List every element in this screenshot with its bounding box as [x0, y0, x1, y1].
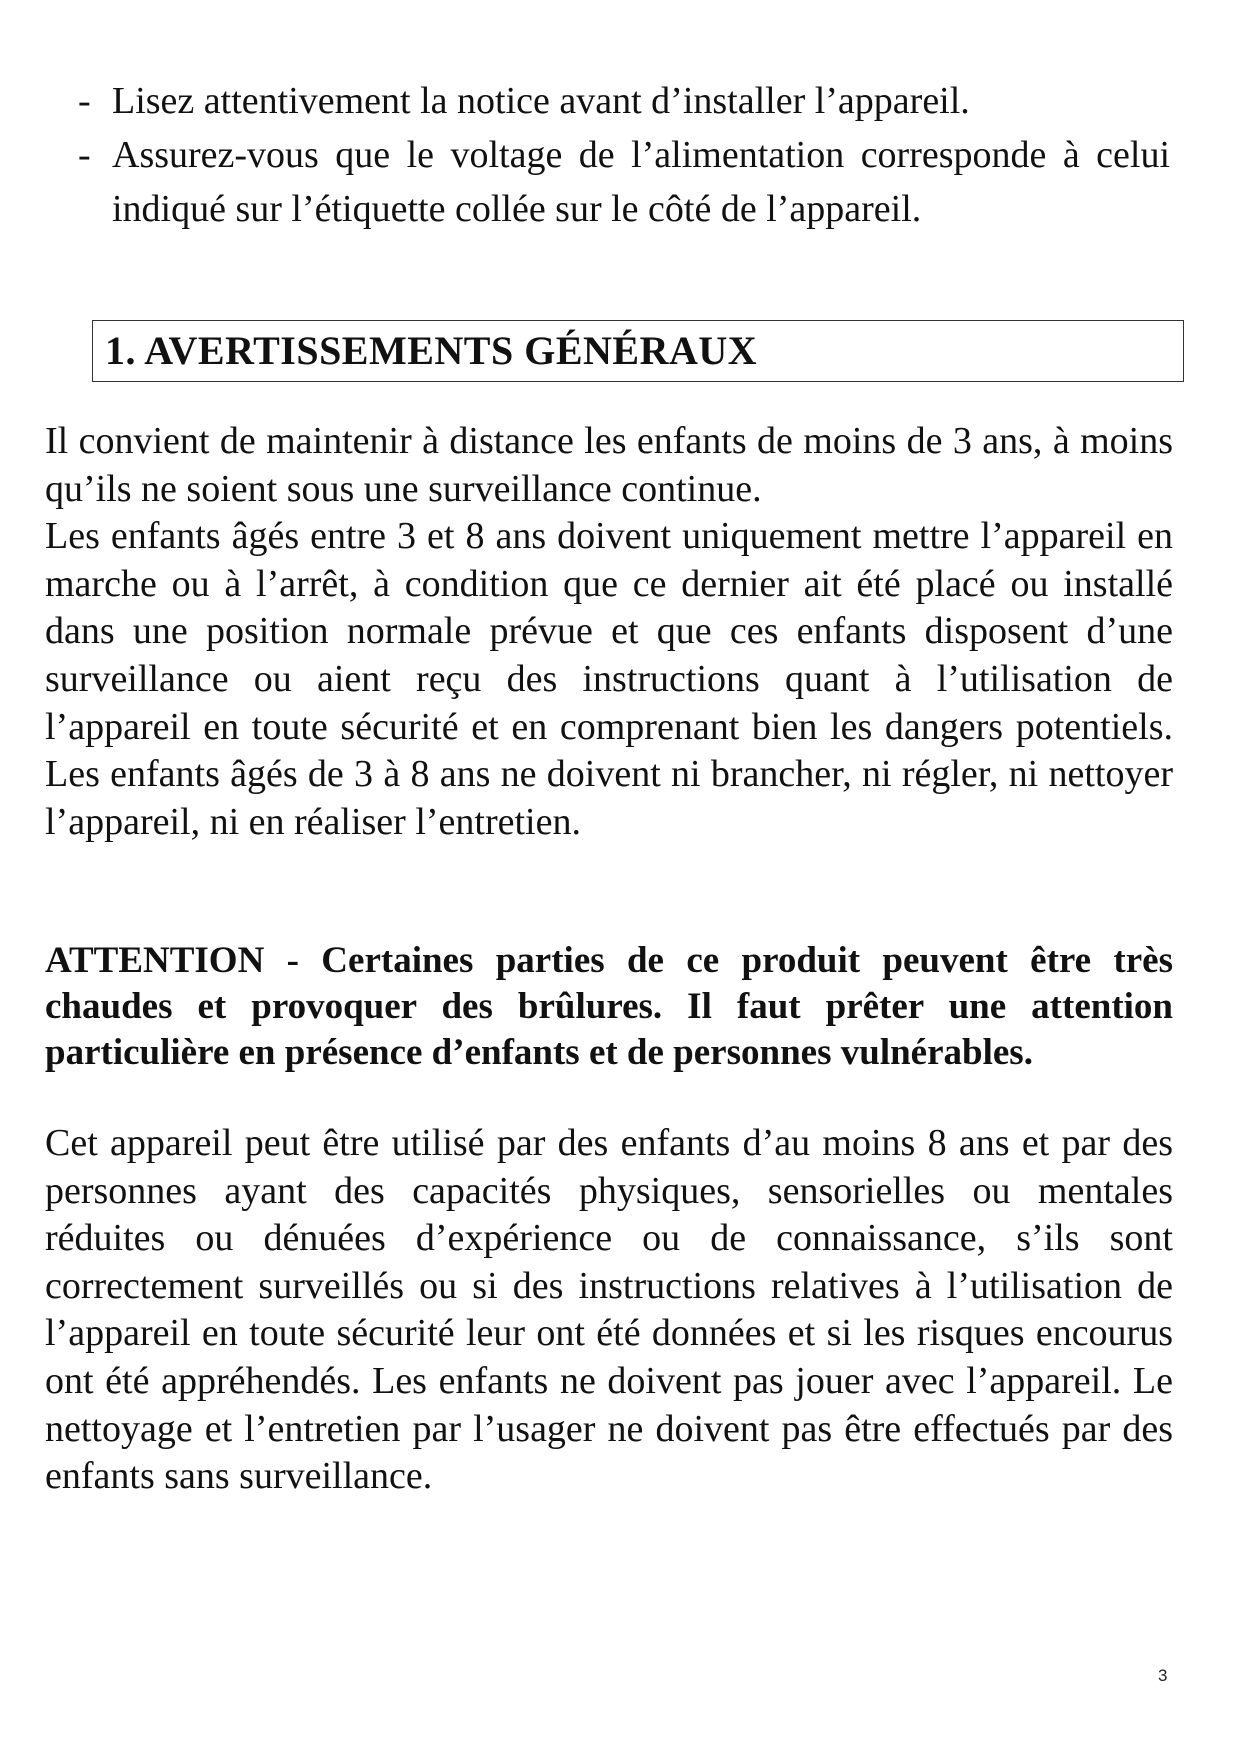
bullet-text: Lisez attentivement la notice avant d’installer l’appareil.	[112, 80, 970, 122]
paragraph-usage-by-children-8-plus: Cet appareil peut être utilisé par des enfants d’au moins 8 ans et par des personnes ayant des capacités physiques, sensorielles ou mentales réduites ou dénuées d’expérience ou de connaissance, s’ils sont correctement surveillés ou si des instructions relatives à l’utilisation de l’appareil en toute sécurité leur ont été données et si les risques encourus ont été appréhendés. Les enfants ne doivent pas jouer avec l’appareil. Le nettoyage et l’entretien par l’usager ne doivent pas être effectués par des enfants sans surveillance.	[45, 1122, 1173, 1498]
section-title: 1. AVERTISSEMENTS GÉNÉRAUX	[105, 328, 758, 373]
body-paragraph-children-under-3-and-3-to-8	[45, 418, 1173, 846]
bullet-item	[78, 128, 1170, 236]
page-number: 3	[1158, 1666, 1168, 1685]
bullet-dash: -	[78, 80, 91, 122]
attention-warning: ATTENTION - Certaines parties de ce produit peuvent être très chaudes et provoquer des brûlures. Il faut prêter une attention particulière en présence d’enfants et de personnes vulnérables.	[45, 940, 1173, 1073]
section-heading-box	[92, 320, 1184, 382]
paragraph-children-under-3: Il convient de maintenir à distance les enfants de moins de 3 ans, à moins qu’ils ne soient sous une surveillance continue.	[45, 420, 1173, 510]
bullet-item	[78, 74, 1170, 128]
intro-bullet-list	[78, 74, 1170, 236]
bullet-dash: -	[78, 134, 91, 176]
paragraph-children-3-to-8: Les enfants âgés entre 3 et 8 ans doivent uniquement mettre l’appareil en marche ou à l’arrêt, à condition que ce dernier ait été placé ou installé dans une position normale prévue et que ces enfants disposent d’une surveillance ou aient reçu des instructions quant à l’utilisation de l’appareil en toute sécurité et en comprenant bien les dangers potentiels. Les enfants âgés de 3 à 8 ans ne doivent ni brancher, ni régler, ni nettoyer l’appareil, ni en réaliser l’entretien.	[45, 515, 1173, 843]
bullet-text: Assurez-vous que le voltage de l’alimentation corresponde à celui indiqué sur l’étiquette collée sur le côté de l’appareil.	[112, 134, 1170, 230]
